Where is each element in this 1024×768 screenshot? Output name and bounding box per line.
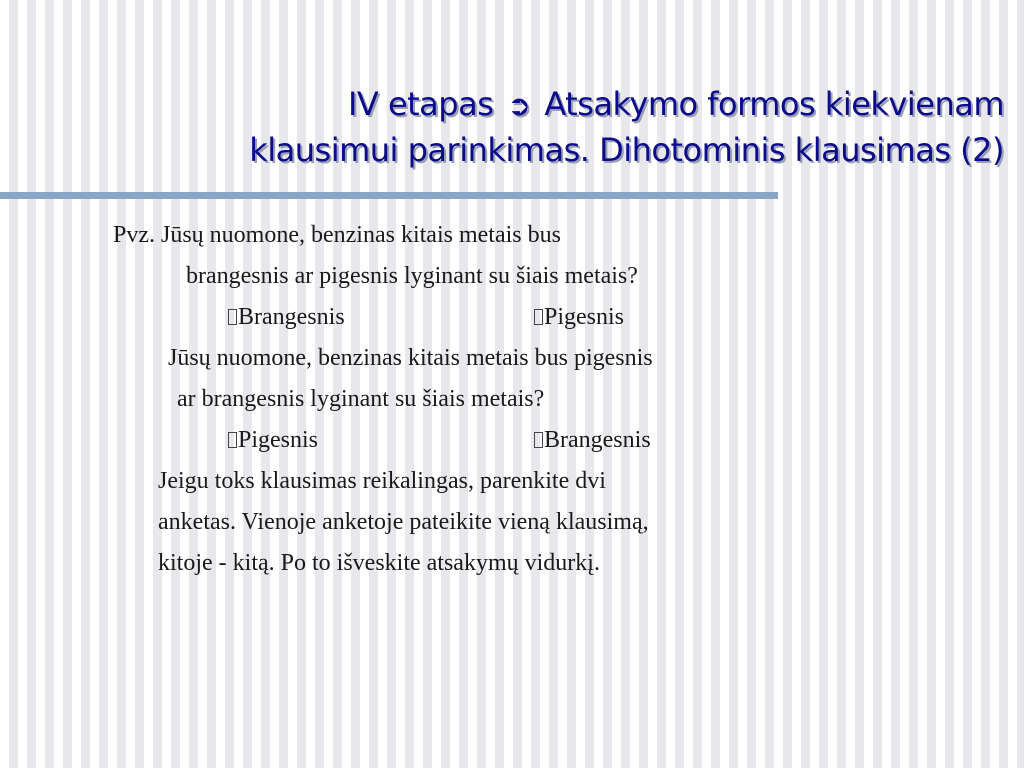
option-label: Pigesnis xyxy=(238,427,319,453)
example-2-line-1: Jūsų nuomone, benzinas kitais metais bus pigesnis xyxy=(168,345,653,371)
checkbox-icon xyxy=(534,432,543,448)
checkbox-icon xyxy=(228,432,237,448)
option-brangesnis-1 xyxy=(228,304,345,331)
checkbox-icon xyxy=(228,309,237,325)
title-line-2: klausimui parinkimas. Dihotominis klausimas (2) xyxy=(249,131,1004,169)
option-label: Brangesnis xyxy=(544,427,651,453)
option-label: Brangesnis xyxy=(238,304,345,330)
title-stage: IV etapas xyxy=(347,85,494,123)
option-pigesnis-2 xyxy=(228,427,318,454)
title-line-1 xyxy=(40,82,1004,128)
option-label: Pigesnis xyxy=(544,304,625,330)
example-1-line-1: Pvz. Jūsų nuomone, benzinas kitais metais bus xyxy=(113,222,561,248)
option-brangesnis-2 xyxy=(534,427,651,454)
example-2-line-2: ar brangesnis lyginant su šiais metais? xyxy=(177,386,545,412)
title-heading: Atsakymo formos kiekvienam xyxy=(544,85,1004,123)
note-line-1: Jeigu toks klausimas reikalingas, parenkite dvi xyxy=(158,468,606,494)
title-divider xyxy=(0,192,778,199)
note-line-3: kitoje - kitą. Po to išveskite atsakymų vidurkį. xyxy=(158,550,600,576)
example-1-line-2: brangesnis ar pigesnis lyginant su šiais metais? xyxy=(186,263,638,289)
checkbox-icon xyxy=(534,309,543,325)
right-arrow-icon: ➲ xyxy=(507,89,531,122)
option-pigesnis-1 xyxy=(534,304,624,331)
slide-title xyxy=(40,82,1004,172)
note-line-2: anketas. Vienoje anketoje pateikite vieną klausimą, xyxy=(158,509,649,535)
